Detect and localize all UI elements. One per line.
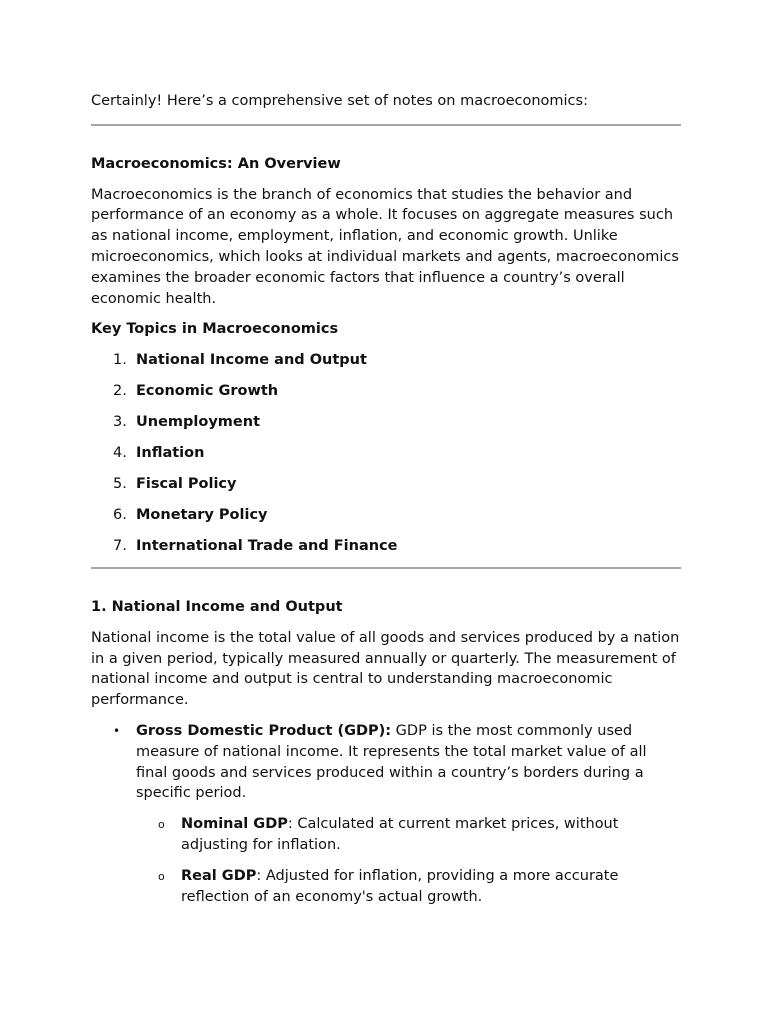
divider: [91, 124, 681, 126]
intro-text: Certainly! Here’s a comprehensive set of notes on macroeconomics:: [91, 93, 588, 109]
overview-paragraph: Macroeconomics is the branch of economics that studies the behavior and performance of an economy as a whole. It focuses on aggregate measures such as national income, employment, inflation, and economic growth. Unlike microeconomics, which looks at individual markets and agents, macroeconomics examines the broader economic factors that influence a country’s overall economic health.: [91, 186, 679, 307]
key-topics-heading: Key Topics in Macroeconomics: [91, 321, 339, 338]
gdp-description: GDP is the most commonly used measure of national income. It represents the total market value of all final goods and services produced within a country’s borders during a specific period.: [136, 723, 647, 802]
list-item: [91, 443, 681, 464]
document-content: [91, 91, 681, 907]
real-gdp-description: : Adjusted for inflation, providing a more accurate reflection of an economy's actual growth.: [181, 867, 619, 905]
overview-heading: Macroeconomics: An Overview: [91, 155, 341, 172]
key-topics-list: [91, 350, 681, 557]
list-item-label: Unemployment: [136, 414, 261, 431]
section-paragraph: National income is the total value of all goods and services produced by a nation in a given period, typically measured annually or quarterly. The measurement of national income and output is central to understanding macroeconomic performance.: [91, 629, 680, 709]
nominal-gdp-subitem: [91, 814, 681, 856]
list-item: [91, 505, 681, 526]
list-number: 3.: [113, 414, 127, 431]
list-item: [91, 381, 681, 402]
list-item: [91, 536, 681, 557]
bullet-marker: •: [113, 724, 121, 739]
list-item-label: Economic Growth: [136, 383, 279, 400]
nominal-gdp-description: : Calculated at current market prices, without adjusting for inflation.: [181, 816, 619, 854]
list-item: [91, 412, 681, 433]
list-number: 7.: [113, 538, 127, 555]
list-number: 4.: [113, 445, 127, 462]
divider: [91, 567, 681, 569]
gdp-term: Gross Domestic Product (GDP):: [136, 723, 392, 740]
list-number: 5.: [113, 476, 127, 493]
sub-bullet-marker: o: [158, 869, 165, 883]
sub-bullet-marker: o: [158, 818, 165, 832]
list-item-label: Inflation: [136, 445, 205, 462]
list-item-label: National Income and Output: [136, 352, 367, 369]
list-item: [91, 350, 681, 371]
real-gdp-term: Real GDP: [181, 867, 257, 884]
list-number: 1.: [113, 352, 127, 369]
section-heading: 1. National Income and Output: [91, 599, 343, 616]
nominal-gdp-term: Nominal GDP: [181, 816, 288, 833]
real-gdp-subitem: [91, 866, 681, 908]
list-item-label: Monetary Policy: [136, 507, 268, 524]
list-number: 2.: [113, 383, 127, 400]
list-item-label: Fiscal Policy: [136, 476, 237, 493]
gdp-bullet-item: [91, 721, 681, 804]
list-item: [91, 474, 681, 495]
list-number: 6.: [113, 507, 127, 524]
list-item-label: International Trade and Finance: [136, 538, 398, 555]
